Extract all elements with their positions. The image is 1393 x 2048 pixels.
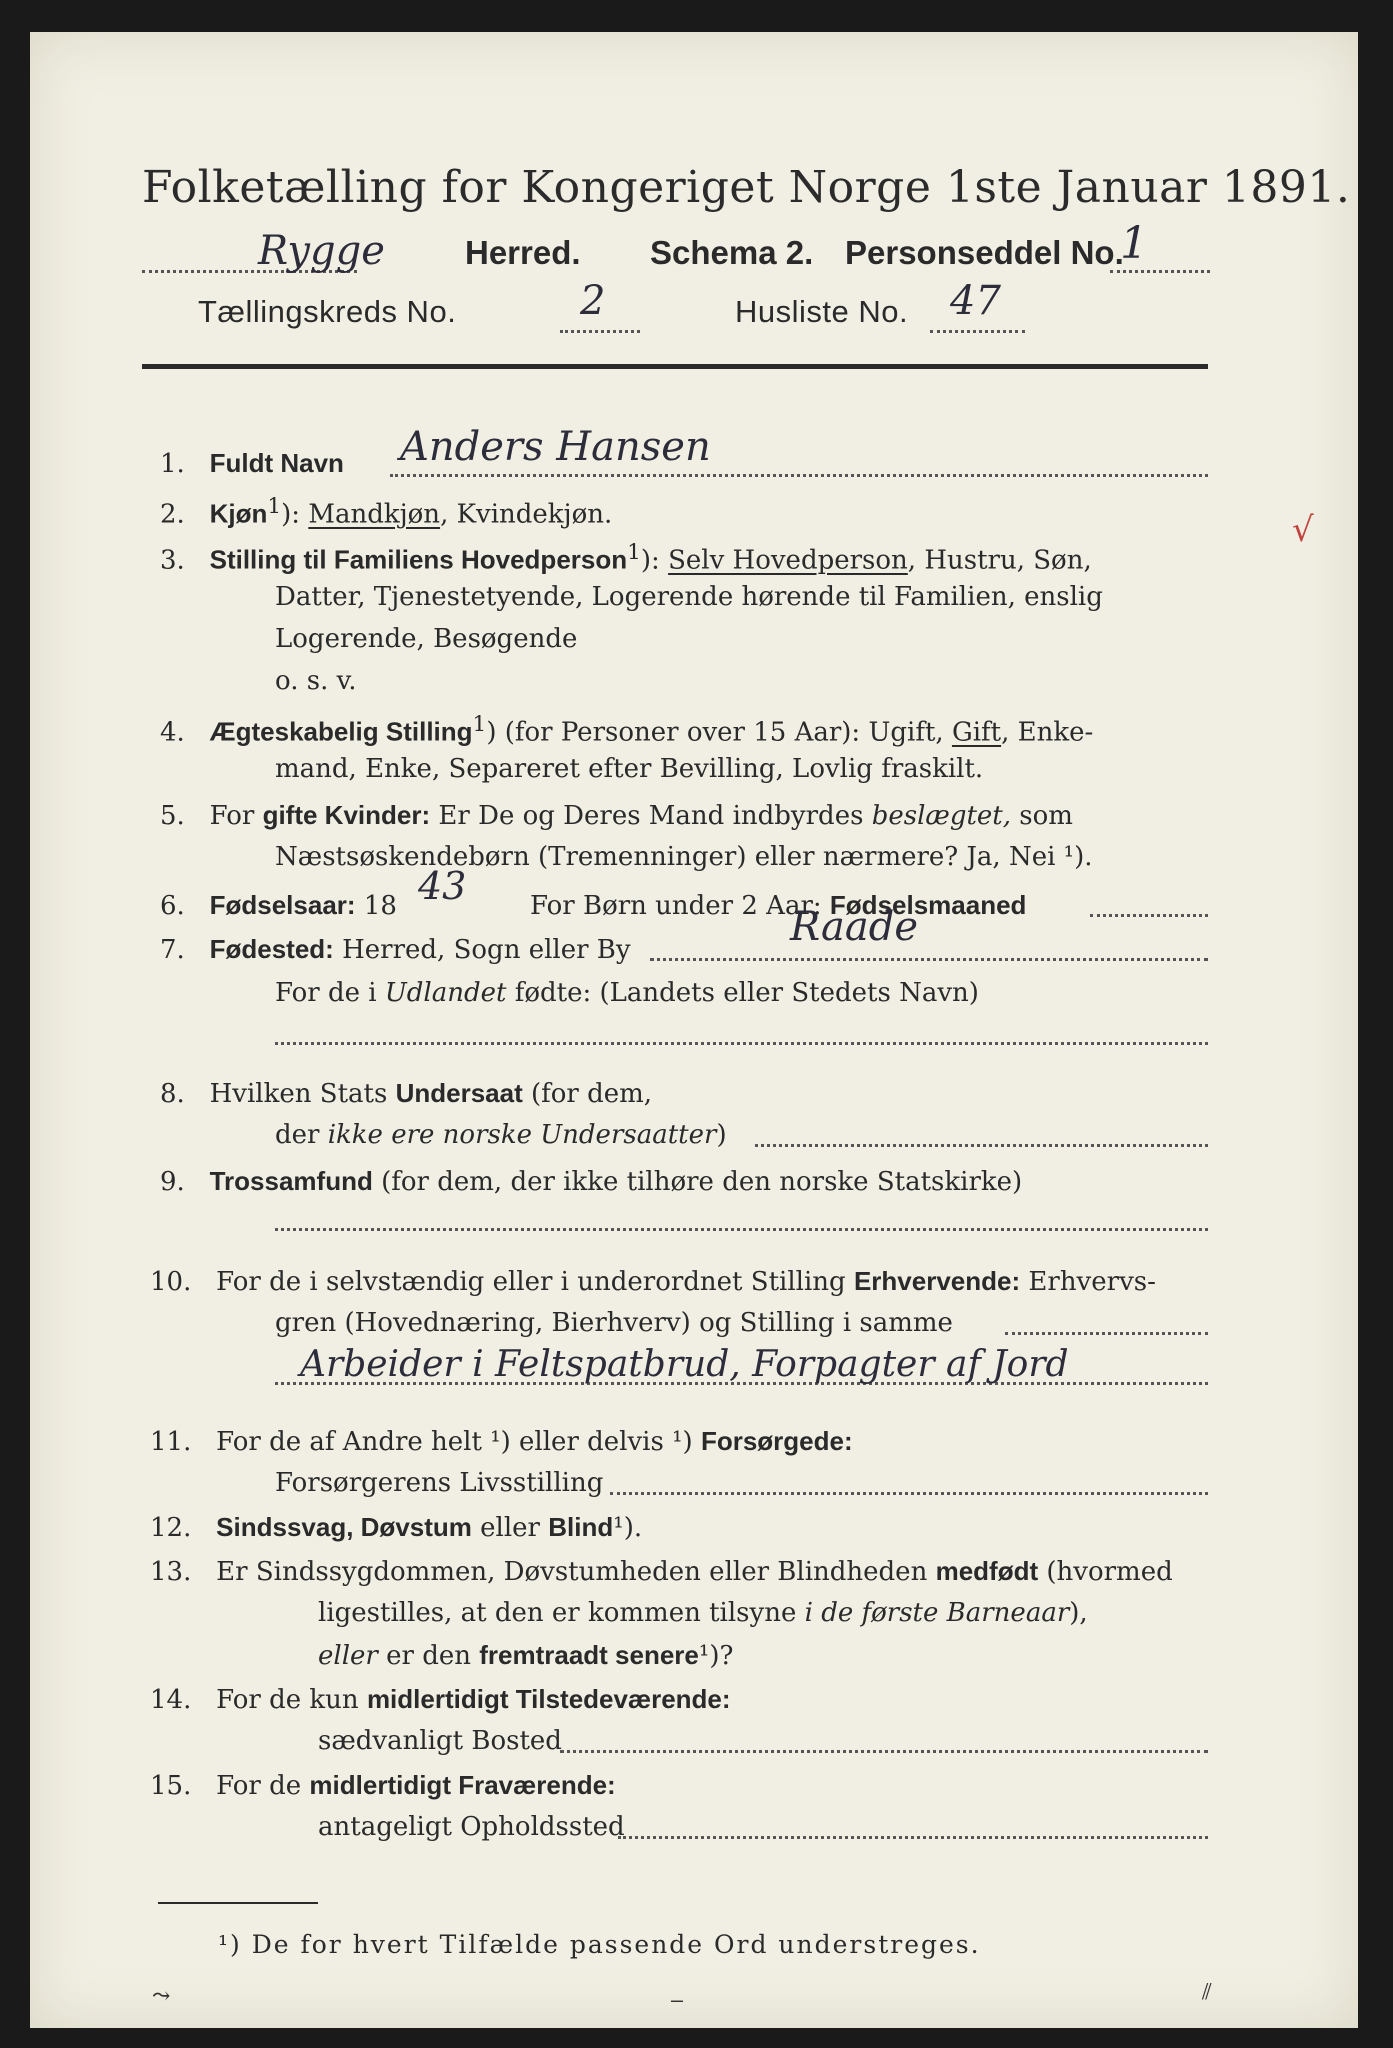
q9-label: Trossamfund bbox=[209, 1166, 373, 1196]
q3-colon: ): bbox=[640, 545, 660, 576]
form-title: Folketælling for Kongeriget Norge 1ste Januar 1891. bbox=[142, 162, 1351, 213]
q10-row bbox=[150, 1266, 1156, 1297]
q5-end: som bbox=[1019, 801, 1073, 831]
husliste-dotted-line bbox=[930, 330, 1025, 333]
kreds-label: Tællingskreds No. bbox=[198, 294, 457, 329]
q14-dotted-line bbox=[560, 1750, 1208, 1753]
q6-dotted-line bbox=[1090, 914, 1208, 917]
q10-label: Erhvervende: bbox=[853, 1266, 1021, 1296]
q13-line3b: fremtraadt senere bbox=[479, 1640, 699, 1670]
q2-number: 2. bbox=[160, 499, 185, 530]
q5-number: 5. bbox=[160, 801, 185, 831]
q1-value: Anders Hansen bbox=[400, 424, 711, 470]
q12-rest: ¹). bbox=[613, 1513, 643, 1543]
q6-row bbox=[160, 890, 397, 921]
q3-line4: o. s. v. bbox=[275, 666, 357, 696]
q11-dotted-line bbox=[610, 1492, 1208, 1495]
q8-text: Hvilken Stats bbox=[209, 1079, 388, 1109]
q14-number: 14. bbox=[150, 1685, 192, 1715]
husliste-label: Husliste No. bbox=[735, 294, 909, 329]
q8-line2b: ) bbox=[716, 1120, 727, 1150]
husliste-value: 47 bbox=[950, 278, 1001, 324]
q9-text: (for dem, der ikke tilhøre den norske Statskirke) bbox=[381, 1167, 1023, 1197]
q13-line2b: ), bbox=[1069, 1598, 1088, 1628]
q6-label2: Fødselsmaaned bbox=[829, 890, 1027, 920]
q4-text: ) (for Personer over 15 Aar): Ugift, bbox=[486, 717, 944, 748]
q12-text: eller bbox=[480, 1513, 540, 1543]
schema-label: Schema 2. bbox=[650, 234, 814, 271]
q7-value: Raade bbox=[790, 904, 919, 950]
q7-line2 bbox=[275, 978, 979, 1008]
q6-label: Fødselsaar: bbox=[209, 890, 356, 920]
q13-label: medfødt bbox=[935, 1556, 1039, 1586]
q13-line2 bbox=[318, 1598, 1088, 1628]
q12-label: Sindssvag, Døvstum bbox=[216, 1512, 472, 1542]
corner-mark-right: ⫽ bbox=[1202, 1980, 1212, 2005]
q7-row bbox=[160, 934, 631, 965]
q6-number: 6. bbox=[160, 891, 185, 921]
q13-line3a: er den bbox=[386, 1641, 471, 1671]
q2-row bbox=[160, 494, 612, 530]
footnote-text: ¹) De for hvert Tilfælde passende Ord understreges. bbox=[218, 1930, 981, 1959]
q13-line3 bbox=[318, 1640, 733, 1671]
q11-line2: Forsørgerens Livsstilling bbox=[275, 1468, 604, 1498]
q3-line2: Datter, Tjenestetyende, Logerende hørende til Familien, enslig bbox=[275, 582, 1103, 612]
q8-number: 8. bbox=[160, 1079, 185, 1109]
q13-line2a: ligestilles, at den er kommen tilsyne bbox=[318, 1598, 797, 1628]
herred-label: Herred. bbox=[465, 234, 581, 271]
q7-line3-dotted bbox=[275, 1042, 1208, 1045]
q15-text: For de bbox=[216, 1771, 302, 1801]
q4-number: 4. bbox=[160, 717, 185, 748]
corner-mark-left: ⤳ bbox=[152, 1984, 171, 2009]
q7-text: Herred, Sogn eller By bbox=[342, 935, 631, 965]
q13-number: 13. bbox=[150, 1557, 192, 1587]
q4-options-rest: , Enke- bbox=[1001, 717, 1094, 748]
q7-line2-italic: Udlandet bbox=[384, 978, 507, 1008]
q9-row bbox=[160, 1166, 1022, 1197]
q3-line3: Logerende, Besøgende bbox=[275, 624, 578, 654]
q14-line2: sædvanligt Bosted bbox=[318, 1726, 562, 1756]
q10-rest: Erhvervs- bbox=[1028, 1267, 1156, 1297]
q1-row bbox=[160, 448, 344, 479]
q11-number: 11. bbox=[150, 1427, 192, 1457]
q5-italic: beslægtet, bbox=[871, 801, 1012, 831]
q8-label: Undersaat bbox=[395, 1078, 523, 1108]
q3-number: 3. bbox=[160, 545, 185, 576]
q3-label: Stilling til Familiens Hovedperson bbox=[209, 544, 628, 575]
personseddel-label: Personseddel No. bbox=[845, 234, 1124, 271]
q12-row bbox=[150, 1512, 642, 1543]
q7-label: Fødested: bbox=[209, 934, 334, 964]
q7-dotted-line bbox=[650, 958, 1208, 961]
q11-label: Forsørgede: bbox=[700, 1426, 853, 1456]
q6-year-prefix: 18 bbox=[363, 891, 397, 921]
header-rule bbox=[142, 364, 1208, 369]
personseddel-dotted-line bbox=[1110, 270, 1210, 273]
census-form-sheet bbox=[30, 32, 1358, 2028]
q4-line2: mand, Enke, Separeret efter Bevilling, Lovlig fraskilt. bbox=[275, 754, 984, 784]
q9-number: 9. bbox=[160, 1167, 185, 1197]
q4-footnote-ref: 1 bbox=[472, 712, 487, 737]
q10-text: For de i selvstændig eller i underordnet Stilling bbox=[216, 1267, 846, 1297]
q6-year-value: 43 bbox=[418, 864, 467, 908]
q10-line2: gren (Hovednæring, Bierhverv) og Stilling i samme bbox=[275, 1308, 953, 1338]
q13-line2-italic: i de første Barneaar bbox=[804, 1598, 1070, 1628]
q1-dotted-line bbox=[390, 474, 1208, 477]
q7-line2a: For de i bbox=[275, 978, 377, 1008]
q14-row bbox=[150, 1684, 731, 1715]
q1-number: 1. bbox=[160, 449, 185, 479]
q11-row bbox=[150, 1426, 853, 1457]
q15-label: midlertidigt Fraværende: bbox=[309, 1770, 616, 1800]
footnote-rule bbox=[158, 1902, 318, 1904]
q13-line3c: ¹)? bbox=[698, 1641, 734, 1671]
q10-value: Arbeider i Feltspatbrud, Forpagter af Jord bbox=[300, 1344, 1069, 1385]
q7-number: 7. bbox=[160, 935, 185, 965]
q6-row-b bbox=[530, 890, 1026, 921]
q1-label: Fuldt Navn bbox=[209, 448, 344, 478]
q2-option-mandkjon-selected: Mandkjøn bbox=[308, 499, 441, 530]
q5-line2: Næstsøskendebørn (Tremenninger) eller nærmere? Ja, Nei ¹). bbox=[275, 842, 1093, 872]
q4-option-gift-selected: Gift bbox=[951, 717, 1002, 748]
q13-row bbox=[150, 1556, 1173, 1587]
q13-rest: (hvormed bbox=[1046, 1557, 1173, 1587]
q10-number: 10. bbox=[150, 1267, 192, 1297]
q3-option-selected: Selv Hovedperson bbox=[668, 545, 908, 576]
bottom-mark-center: ‒ bbox=[670, 1988, 684, 2013]
q15-dotted-line bbox=[618, 1836, 1208, 1839]
q14-label: midlertidigt Tilstedeværende: bbox=[366, 1684, 731, 1714]
q6-text: For Børn under 2 Aar: bbox=[530, 891, 822, 921]
q8-line2-italic: ikke ere norske Undersaatter bbox=[327, 1120, 717, 1150]
q8-line2 bbox=[275, 1120, 727, 1150]
q8-row bbox=[160, 1078, 652, 1109]
q13-text: Er Sindssygdommen, Døvstumheden eller Blindheden bbox=[216, 1557, 928, 1587]
q5-label: gifte Kvinder: bbox=[262, 800, 431, 830]
q2-footnote-ref: 1 bbox=[267, 494, 282, 519]
q11-text: For de af Andre helt ¹) eller delvis ¹) bbox=[216, 1427, 693, 1457]
q2-label: Kjøn bbox=[209, 498, 268, 529]
q7-line2b: fødte: (Landets eller Stedets Navn) bbox=[514, 978, 979, 1008]
q9-dotted-line bbox=[275, 1228, 1208, 1231]
q8-line2a: der bbox=[275, 1120, 320, 1150]
margin-check-mark: √ bbox=[1292, 510, 1314, 550]
q13-line3-italic: eller bbox=[318, 1641, 378, 1671]
q5-text: Er De og Deres Mand indbyrdes bbox=[438, 801, 864, 831]
q2-option-kvindekjon: , Kvindekjøn. bbox=[440, 499, 613, 530]
q15-row bbox=[150, 1770, 616, 1801]
q2-colon: ): bbox=[281, 499, 301, 530]
q12-label2: Blind bbox=[548, 1512, 614, 1542]
q15-line2: antageligt Opholdssted bbox=[318, 1812, 625, 1842]
q14-text: For de kun bbox=[216, 1685, 359, 1715]
q3-options-rest: , Hustru, Søn, bbox=[907, 545, 1092, 576]
kreds-dotted-line bbox=[560, 330, 640, 333]
q3-footnote-ref: 1 bbox=[627, 540, 641, 565]
q4-label: Ægteskabelig Stilling bbox=[209, 716, 473, 747]
q4-row bbox=[160, 712, 1093, 748]
q5-pre: For bbox=[209, 801, 255, 831]
q5-row bbox=[160, 800, 1073, 831]
q10-dotted-line bbox=[1005, 1332, 1208, 1335]
herred-value: Rygge bbox=[258, 228, 385, 274]
kreds-value: 2 bbox=[580, 278, 606, 324]
q3-row bbox=[160, 540, 1092, 576]
q8-dotted-line bbox=[755, 1144, 1208, 1147]
q15-number: 15. bbox=[150, 1771, 192, 1801]
q12-number: 12. bbox=[150, 1513, 192, 1543]
personseddel-value: 1 bbox=[1120, 218, 1148, 269]
q8-rest: (for dem, bbox=[531, 1079, 653, 1109]
